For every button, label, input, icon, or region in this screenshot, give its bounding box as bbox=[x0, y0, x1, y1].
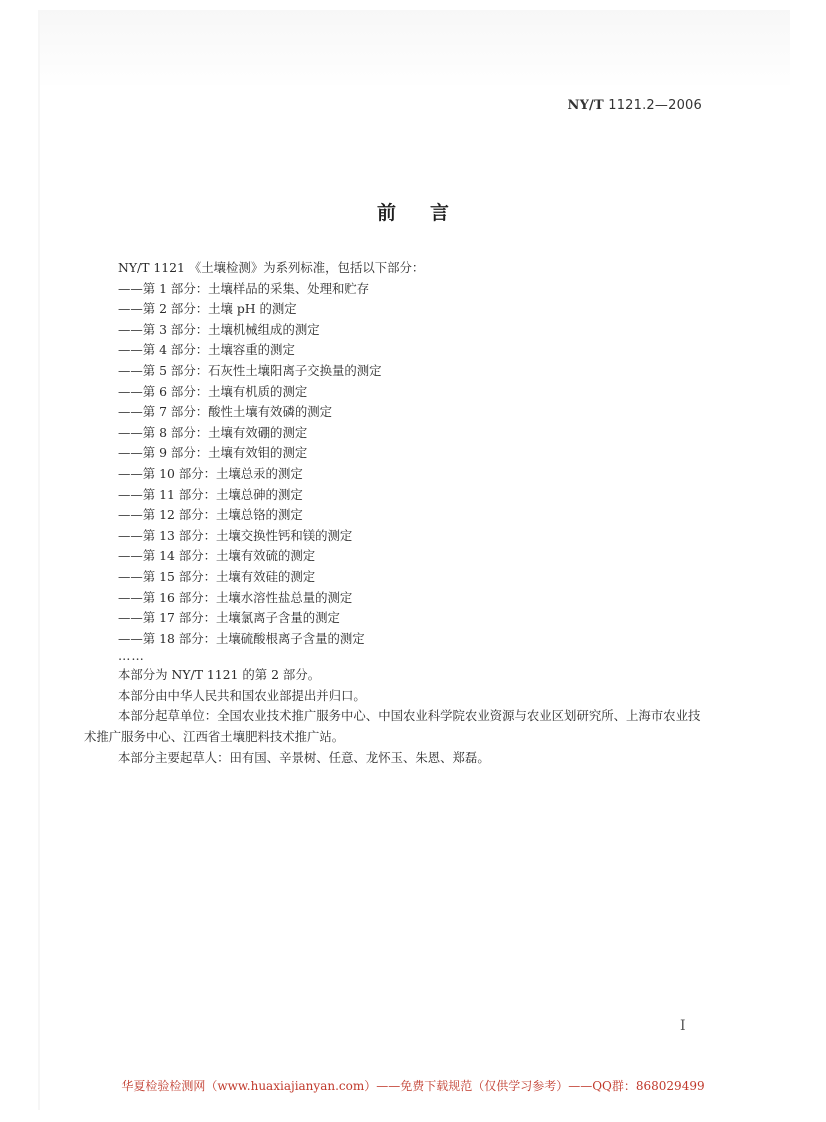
list-item: ——第 2 部分：土壤 pH 的测定 bbox=[118, 301, 297, 317]
list-item: ——第 10 部分：土壤总汞的测定 bbox=[118, 465, 303, 481]
parts-list bbox=[118, 279, 710, 650]
list-item: ——第 15 部分：土壤有效硅的测定 bbox=[118, 568, 316, 584]
list-item: ——第 12 部分：土壤总铬的测定 bbox=[118, 507, 303, 523]
statement-drafters: 本部分主要起草人：田有国、辛景树、任意、龙怀玉、朱恩、郑磊。 bbox=[118, 749, 490, 765]
intro-line: NY/T 1121 《土壤检测》为系列标准，包括以下部分： bbox=[118, 260, 425, 275]
list-item: ——第 8 部分：土壤有效硼的测定 bbox=[118, 424, 308, 440]
list-item: ——第 4 部分：土壤容重的测定 bbox=[118, 342, 295, 358]
list-item: ——第 11 部分：土壤总砷的测定 bbox=[118, 486, 303, 502]
list-item: ——第 17 部分：土壤氯离子含量的测定 bbox=[118, 610, 340, 626]
list-item: ——第 3 部分：土壤机械组成的测定 bbox=[118, 321, 320, 337]
list-item: ——第 14 部分：土壤有效硫的测定 bbox=[118, 548, 316, 564]
statement-drafting-units: 本部分起草单位：全国农业技术推广服务中心、中国农业科学院农业资源与农业区划研究所、上海市农业技术推广服务中心、江西省土壤肥料技术推广站。 bbox=[84, 708, 701, 745]
document-code-standard: NY/T bbox=[567, 98, 604, 113]
list-item: ——第 18 部分：土壤硫酸根离子含量的测定 bbox=[118, 630, 365, 646]
scan-edge bbox=[38, 10, 40, 1110]
page-title: 前言 bbox=[376, 202, 483, 224]
list-item: ——第 6 部分：土壤有机质的测定 bbox=[118, 383, 308, 399]
list-item: ——第 7 部分：酸性土壤有效磷的测定 bbox=[118, 404, 333, 420]
statement-proposer: 本部分由中华人民共和国农业部提出并归口。 bbox=[118, 687, 366, 703]
foreword-body bbox=[84, 258, 710, 768]
document-code bbox=[567, 98, 702, 113]
list-item: ——第 9 部分：土壤有效钼的测定 bbox=[118, 445, 308, 461]
list-item: ——第 16 部分：土壤水溶性盐总量的测定 bbox=[118, 589, 353, 605]
list-item: ——第 1 部分：土壤样品的采集、处理和贮存 bbox=[118, 280, 370, 296]
list-item: ——第 5 部分：石灰性土壤阳离子交换量的测定 bbox=[118, 362, 382, 378]
list-ellipsis: …… bbox=[118, 648, 145, 664]
list-item: ——第 13 部分：土壤交换性钙和镁的测定 bbox=[118, 527, 353, 543]
page-number: I bbox=[680, 1018, 686, 1034]
document-code-number: 1121.2—2006 bbox=[608, 98, 702, 113]
statement-part-number: 本部分为 NY/T 1121 的第 2 部分。 bbox=[118, 667, 321, 683]
scan-shadow bbox=[40, 10, 790, 90]
footer-watermark: 华夏检验检测网（www.huaxiajianyan.com）——免费下载规范（仅供学习参考）——QQ群：868029499 bbox=[121, 1079, 705, 1093]
